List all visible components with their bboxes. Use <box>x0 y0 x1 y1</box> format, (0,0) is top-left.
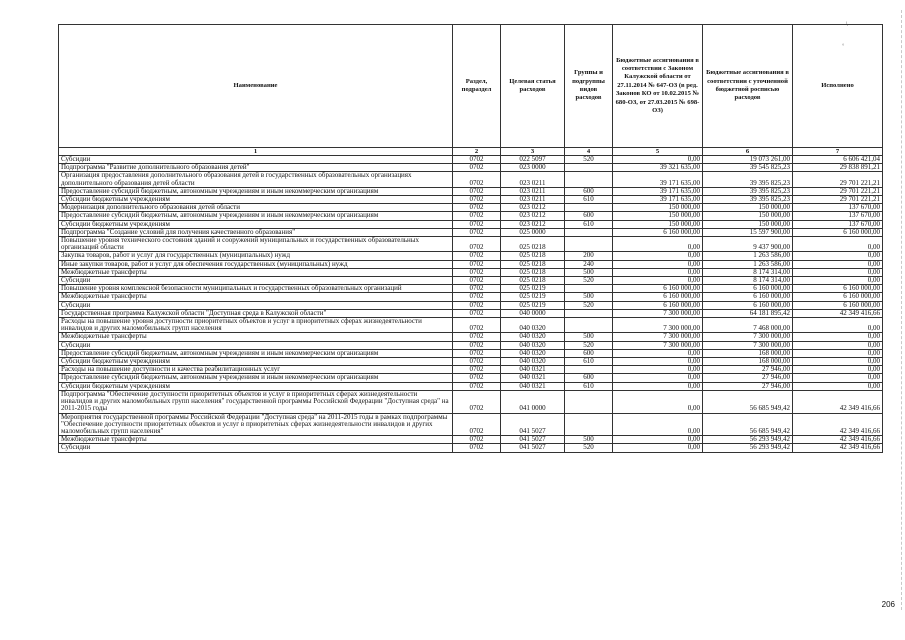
table-row <box>59 318 883 333</box>
cell-section: 0702 <box>453 413 501 436</box>
cell-execution: 29 838 891,21 <box>793 164 883 172</box>
col-number: 4 <box>565 148 613 156</box>
cell-execution: 42 349 416,66 <box>793 413 883 436</box>
cell-assign-plan: 8 174 314,00 <box>703 268 793 276</box>
cell-name: Подпрограмма "Обеспечение доступности приоритетных объектов и услуг в приоритетных сферах жизнедеятельности инвалидов и других маломобильных групп населения" государственной программы Российской Федерации "Доступная среда" на 2011-2015 годы <box>59 390 453 413</box>
cell-name: Субсидии <box>59 444 453 452</box>
cell-execution: 6 160 000,00 <box>793 228 883 236</box>
cell-name: Межбюджетные трансферты <box>59 268 453 276</box>
col-header-section: Раздел, подраздел <box>453 25 501 148</box>
cell-assign-plan: 168 000,00 <box>703 349 793 357</box>
cell-execution: 0,00 <box>793 341 883 349</box>
cell-execution: 0,00 <box>793 237 883 252</box>
cell-assign-law: 0,00 <box>613 390 703 413</box>
cell-name: Повышение уровня комплексной безопасности муниципальных и государственных образовательных организаций <box>59 285 453 293</box>
cell-name: Организация предоставления дополнительного образования детей в государственных образовательных организациях дополнительного образования детей области <box>59 172 453 187</box>
cell-article: 025 0218 <box>501 237 565 252</box>
col-header-assign-law: Бюджетные ассигнования в соответствии с Законом Калужской области от 27.11.2014 № 647-ОЗ (в ред. Законов КО от 10.02.2015 № 680-ОЗ, от 27.03.2015 № 698-ОЗ) <box>613 25 703 148</box>
cell-assign-plan: 27 946,00 <box>703 382 793 390</box>
cell-execution: 0,00 <box>793 366 883 374</box>
col-number: 3 <box>501 148 565 156</box>
cell-section: 0702 <box>453 390 501 413</box>
cell-section: 0702 <box>453 268 501 276</box>
cell-article: 041 5027 <box>501 444 565 452</box>
cell-name: Субсидии <box>59 277 453 285</box>
cell-assign-plan: 39 545 825,23 <box>703 164 793 172</box>
page-number: 206 <box>881 600 895 609</box>
cell-assign-law: 39 171 635,00 <box>613 172 703 187</box>
cell-execution: 29 701 221,21 <box>793 196 883 204</box>
cell-execution: 0,00 <box>793 260 883 268</box>
cell-assign-plan: 39 395 825,23 <box>703 172 793 187</box>
cell-name: Предоставление субсидий бюджетным, автономным учреждениям и иным некоммерческим организациям <box>59 349 453 357</box>
cell-article: 041 0000 <box>501 390 565 413</box>
cell-section: 0702 <box>453 382 501 390</box>
cell-section: 0702 <box>453 164 501 172</box>
cell-section: 0702 <box>453 333 501 341</box>
cell-assign-law: 0,00 <box>613 374 703 382</box>
cell-name: Государственная программа Калужской области "Доступная среда в Калужской области" <box>59 309 453 317</box>
cell-article: 025 0219 <box>501 293 565 301</box>
cell-group: 610 <box>565 196 613 204</box>
cell-assign-plan: 27 946,00 <box>703 374 793 382</box>
cell-group: 610 <box>565 220 613 228</box>
cell-name: Субсидии бюджетным учреждениям <box>59 382 453 390</box>
cell-assign-law: 7 300 000,00 <box>613 333 703 341</box>
budget-report-sheet <box>58 24 882 453</box>
cell-execution: 29 701 221,21 <box>793 187 883 195</box>
cell-assign-plan: 7 300 000,00 <box>703 333 793 341</box>
cell-name: Субсидии <box>59 156 453 164</box>
cell-group: 600 <box>565 349 613 357</box>
cell-group: 520 <box>565 156 613 164</box>
cell-section: 0702 <box>453 341 501 349</box>
table-body <box>59 156 883 453</box>
cell-assign-plan: 56 293 949,42 <box>703 444 793 452</box>
cell-assign-law: 150 000,00 <box>613 220 703 228</box>
cell-execution: 0,00 <box>793 333 883 341</box>
cell-assign-plan: 6 160 000,00 <box>703 285 793 293</box>
cell-assign-law: 0,00 <box>613 237 703 252</box>
cell-group: 610 <box>565 382 613 390</box>
cell-article: 022 5097 <box>501 156 565 164</box>
cell-section: 0702 <box>453 358 501 366</box>
cell-article: 040 0000 <box>501 309 565 317</box>
cell-name: Предоставление субсидий бюджетным, автономным учреждениям и иным некоммерческим организациям <box>59 212 453 220</box>
cell-name: Подпрограмма "Развитие дополнительного образования детей" <box>59 164 453 172</box>
cell-section: 0702 <box>453 204 501 212</box>
cell-name: Субсидии бюджетным учреждениям <box>59 358 453 366</box>
cell-assign-plan: 7 468 000,00 <box>703 318 793 333</box>
cell-article: 041 5027 <box>501 436 565 444</box>
cell-name: Межбюджетные трансферты <box>59 333 453 341</box>
cell-section: 0702 <box>453 237 501 252</box>
cell-group <box>565 390 613 413</box>
cell-execution: 0,00 <box>793 374 883 382</box>
cell-execution: 6 160 000,00 <box>793 285 883 293</box>
cell-execution: 42 349 416,66 <box>793 309 883 317</box>
table-row <box>59 212 883 220</box>
cell-assign-plan: 6 160 000,00 <box>703 301 793 309</box>
cell-article: 040 0320 <box>501 341 565 349</box>
cell-assign-law: 6 160 000,00 <box>613 301 703 309</box>
cell-article: 040 0321 <box>501 374 565 382</box>
cell-assign-law: 7 300 000,00 <box>613 309 703 317</box>
cell-assign-plan: 56 293 949,42 <box>703 436 793 444</box>
cell-assign-law: 39 171 635,00 <box>613 196 703 204</box>
cell-group: 520 <box>565 444 613 452</box>
cell-name: Предоставление субсидий бюджетным, автономным учреждениям и иным некоммерческим организациям <box>59 374 453 382</box>
cell-name: Иные закупки товаров, работ и услуг для обеспечения государственных (муниципальных) нужд <box>59 260 453 268</box>
table-row <box>59 172 883 187</box>
cell-assign-plan: 150 000,00 <box>703 220 793 228</box>
cell-section: 0702 <box>453 374 501 382</box>
cell-name: Повышение уровня технического состояния зданий и сооружений муниципальных и государственных образовательных организаций области <box>59 237 453 252</box>
cell-article: 023 0212 <box>501 204 565 212</box>
cell-group: 520 <box>565 301 613 309</box>
cell-section: 0702 <box>453 349 501 357</box>
cell-execution: 137 670,00 <box>793 212 883 220</box>
cell-assign-plan: 9 437 900,00 <box>703 237 793 252</box>
cell-article: 025 0218 <box>501 277 565 285</box>
cell-section: 0702 <box>453 156 501 164</box>
cell-name: Мероприятия государственной программы Российской Федерации "Доступная среда" на 2011-2015 годы в рамках подпрограммы "Обеспечение доступности приоритетных объектов и услуг в приоритетных сферах жизнедеятельности инвалидов и других маломобильных групп населения" <box>59 413 453 436</box>
cell-group <box>565 413 613 436</box>
cell-group: 240 <box>565 260 613 268</box>
cell-assign-plan: 15 597 900,00 <box>703 228 793 236</box>
cell-group <box>565 318 613 333</box>
cell-assign-law: 0,00 <box>613 382 703 390</box>
cell-name: Межбюджетные трансферты <box>59 293 453 301</box>
cell-execution: 0,00 <box>793 349 883 357</box>
cell-name: Субсидии бюджетным учреждениям <box>59 220 453 228</box>
cell-section: 0702 <box>453 252 501 260</box>
table-row <box>59 444 883 452</box>
cell-section: 0702 <box>453 196 501 204</box>
cell-assign-law: 150 000,00 <box>613 204 703 212</box>
cell-section: 0702 <box>453 172 501 187</box>
cell-section: 0702 <box>453 366 501 374</box>
cell-assign-plan: 6 160 000,00 <box>703 293 793 301</box>
table-row <box>59 333 883 341</box>
cell-group <box>565 228 613 236</box>
cell-assign-plan: 39 395 825,23 <box>703 196 793 204</box>
cell-assign-law: 0,00 <box>613 277 703 285</box>
cell-group: 500 <box>565 436 613 444</box>
cell-assign-law: 0,00 <box>613 260 703 268</box>
table-header-row <box>59 25 883 148</box>
cell-article: 040 0320 <box>501 333 565 341</box>
cell-article: 025 0219 <box>501 301 565 309</box>
col-header-assign-plan: Бюджетные ассигнования в соответствии с уточненной бюджетной росписью расходов <box>703 25 793 148</box>
cell-article: 025 0218 <box>501 252 565 260</box>
col-number: 2 <box>453 148 501 156</box>
cell-execution: 0,00 <box>793 277 883 285</box>
table-row <box>59 374 883 382</box>
cell-assign-plan: 150 000,00 <box>703 204 793 212</box>
table-row <box>59 413 883 436</box>
cell-section: 0702 <box>453 212 501 220</box>
cell-article: 023 0211 <box>501 196 565 204</box>
cell-group: 500 <box>565 333 613 341</box>
cell-group: 520 <box>565 341 613 349</box>
cell-execution: 29 701 221,21 <box>793 172 883 187</box>
col-header-execution: Исполнено <box>793 25 883 148</box>
cell-article: 040 0321 <box>501 366 565 374</box>
cell-assign-law: 150 000,00 <box>613 212 703 220</box>
cell-name: Подпрограмма "Создание условий для получения качественного образования" <box>59 228 453 236</box>
cell-assign-plan: 39 395 825,23 <box>703 187 793 195</box>
cell-execution: 137 670,00 <box>793 204 883 212</box>
cell-group <box>565 164 613 172</box>
cell-name: Закупка товаров, работ и услуг для государственных (муниципальных) нужд <box>59 252 453 260</box>
cell-group: 600 <box>565 212 613 220</box>
cell-assign-law: 0,00 <box>613 349 703 357</box>
cell-group: 500 <box>565 268 613 276</box>
cell-section: 0702 <box>453 309 501 317</box>
cell-execution: 42 349 416,66 <box>793 390 883 413</box>
col-number: 6 <box>703 148 793 156</box>
cell-execution: 0,00 <box>793 358 883 366</box>
cell-assign-law: 0,00 <box>613 366 703 374</box>
corner-mark: \ <box>846 22 848 28</box>
cell-section: 0702 <box>453 260 501 268</box>
cell-name: Предоставление субсидий бюджетным, автономным учреждениям и иным некоммерческим организациям <box>59 187 453 195</box>
cell-section: 0702 <box>453 220 501 228</box>
cell-assign-law: 7 300 000,00 <box>613 341 703 349</box>
cell-assign-plan: 19 073 261,00 <box>703 156 793 164</box>
cell-article: 023 0212 <box>501 220 565 228</box>
cell-assign-law: 6 160 000,00 <box>613 293 703 301</box>
cell-group: 520 <box>565 277 613 285</box>
cell-execution: 0,00 <box>793 252 883 260</box>
cell-article: 023 0211 <box>501 172 565 187</box>
col-header-groups: Группы и подгруппы видов расходов <box>565 25 613 148</box>
cell-group: 610 <box>565 358 613 366</box>
cell-name: Субсидии <box>59 301 453 309</box>
cell-name: Модернизация дополнительного образования детей области <box>59 204 453 212</box>
cell-name: Субсидии бюджетным учреждениям <box>59 196 453 204</box>
cell-assign-law: 0,00 <box>613 358 703 366</box>
cell-section: 0702 <box>453 293 501 301</box>
col-header-name: Наименование <box>59 25 453 148</box>
cell-assign-plan: 168 000,00 <box>703 358 793 366</box>
col-header-article: Целевая статья расходов <box>501 25 565 148</box>
cell-article: 041 5027 <box>501 413 565 436</box>
cell-assign-plan: 1 263 586,00 <box>703 260 793 268</box>
cell-execution: 0,00 <box>793 382 883 390</box>
col-number: 1 <box>59 148 453 156</box>
cell-section: 0702 <box>453 187 501 195</box>
cell-group: 200 <box>565 252 613 260</box>
cell-assign-law: 6 160 000,00 <box>613 228 703 236</box>
cell-group <box>565 309 613 317</box>
corner-mark: ° <box>842 44 845 50</box>
table-row <box>59 390 883 413</box>
cell-section: 0702 <box>453 436 501 444</box>
cell-assign-plan: 1 263 586,00 <box>703 252 793 260</box>
cell-assign-plan: 56 685 949,42 <box>703 413 793 436</box>
cell-section: 0702 <box>453 228 501 236</box>
cell-article: 025 0218 <box>501 260 565 268</box>
table-row <box>59 252 883 260</box>
cell-article: 040 0320 <box>501 358 565 366</box>
cell-section: 0702 <box>453 285 501 293</box>
cell-assign-law: 39 171 635,00 <box>613 187 703 195</box>
cell-execution: 42 349 416,66 <box>793 444 883 452</box>
table-row <box>59 237 883 252</box>
cell-group: 600 <box>565 374 613 382</box>
cell-section: 0702 <box>453 318 501 333</box>
cell-assign-plan: 56 685 949,42 <box>703 390 793 413</box>
cell-execution: 0,00 <box>793 268 883 276</box>
cell-execution: 6 160 000,00 <box>793 293 883 301</box>
cell-assign-law: 6 160 000,00 <box>613 285 703 293</box>
cell-assign-law: 0,00 <box>613 156 703 164</box>
cell-assign-plan: 64 181 895,42 <box>703 309 793 317</box>
cell-article: 040 0320 <box>501 349 565 357</box>
cell-assign-law: 0,00 <box>613 444 703 452</box>
cell-group <box>565 172 613 187</box>
col-number: 7 <box>793 148 883 156</box>
cell-assign-plan: 27 946,00 <box>703 366 793 374</box>
cell-execution: 6 160 000,00 <box>793 301 883 309</box>
cell-execution: 42 349 416,66 <box>793 436 883 444</box>
cell-execution: 6 606 421,04 <box>793 156 883 164</box>
cell-article: 023 0211 <box>501 187 565 195</box>
cell-assign-plan: 7 300 000,00 <box>703 341 793 349</box>
cell-article: 040 0321 <box>501 382 565 390</box>
page-edge-dashes <box>901 10 902 610</box>
budget-table <box>58 24 883 453</box>
cell-article: 025 0218 <box>501 268 565 276</box>
cell-assign-law: 7 300 000,00 <box>613 318 703 333</box>
cell-article: 025 0219 <box>501 285 565 293</box>
cell-assign-plan: 8 174 314,00 <box>703 277 793 285</box>
cell-article: 040 0320 <box>501 318 565 333</box>
cell-name: Межбюджетные трансферты <box>59 436 453 444</box>
cell-assign-law: 0,00 <box>613 268 703 276</box>
table-row <box>59 293 883 301</box>
cell-article: 023 0000 <box>501 164 565 172</box>
cell-assign-law: 0,00 <box>613 252 703 260</box>
cell-name: Расходы на повышение уровня доступности приоритетных объектов и услуг в приоритетных сферах жизнедеятельности инвалидов и других маломобильных групп населения <box>59 318 453 333</box>
cell-assign-law: 0,00 <box>613 436 703 444</box>
cell-article: 023 0212 <box>501 212 565 220</box>
cell-execution: 137 670,00 <box>793 220 883 228</box>
cell-assign-plan: 150 000,00 <box>703 212 793 220</box>
cell-group <box>565 237 613 252</box>
cell-section: 0702 <box>453 277 501 285</box>
cell-group: 600 <box>565 187 613 195</box>
cell-assign-law: 39 321 635,00 <box>613 164 703 172</box>
cell-group: 500 <box>565 293 613 301</box>
cell-article: 025 0000 <box>501 228 565 236</box>
cell-name: Субсидии <box>59 341 453 349</box>
cell-execution: 0,00 <box>793 318 883 333</box>
cell-assign-law: 0,00 <box>613 413 703 436</box>
cell-name: Расходы на повышение доступности и качества реабилитационных услуг <box>59 366 453 374</box>
col-number: 5 <box>613 148 703 156</box>
cell-section: 0702 <box>453 301 501 309</box>
cell-section: 0702 <box>453 444 501 452</box>
